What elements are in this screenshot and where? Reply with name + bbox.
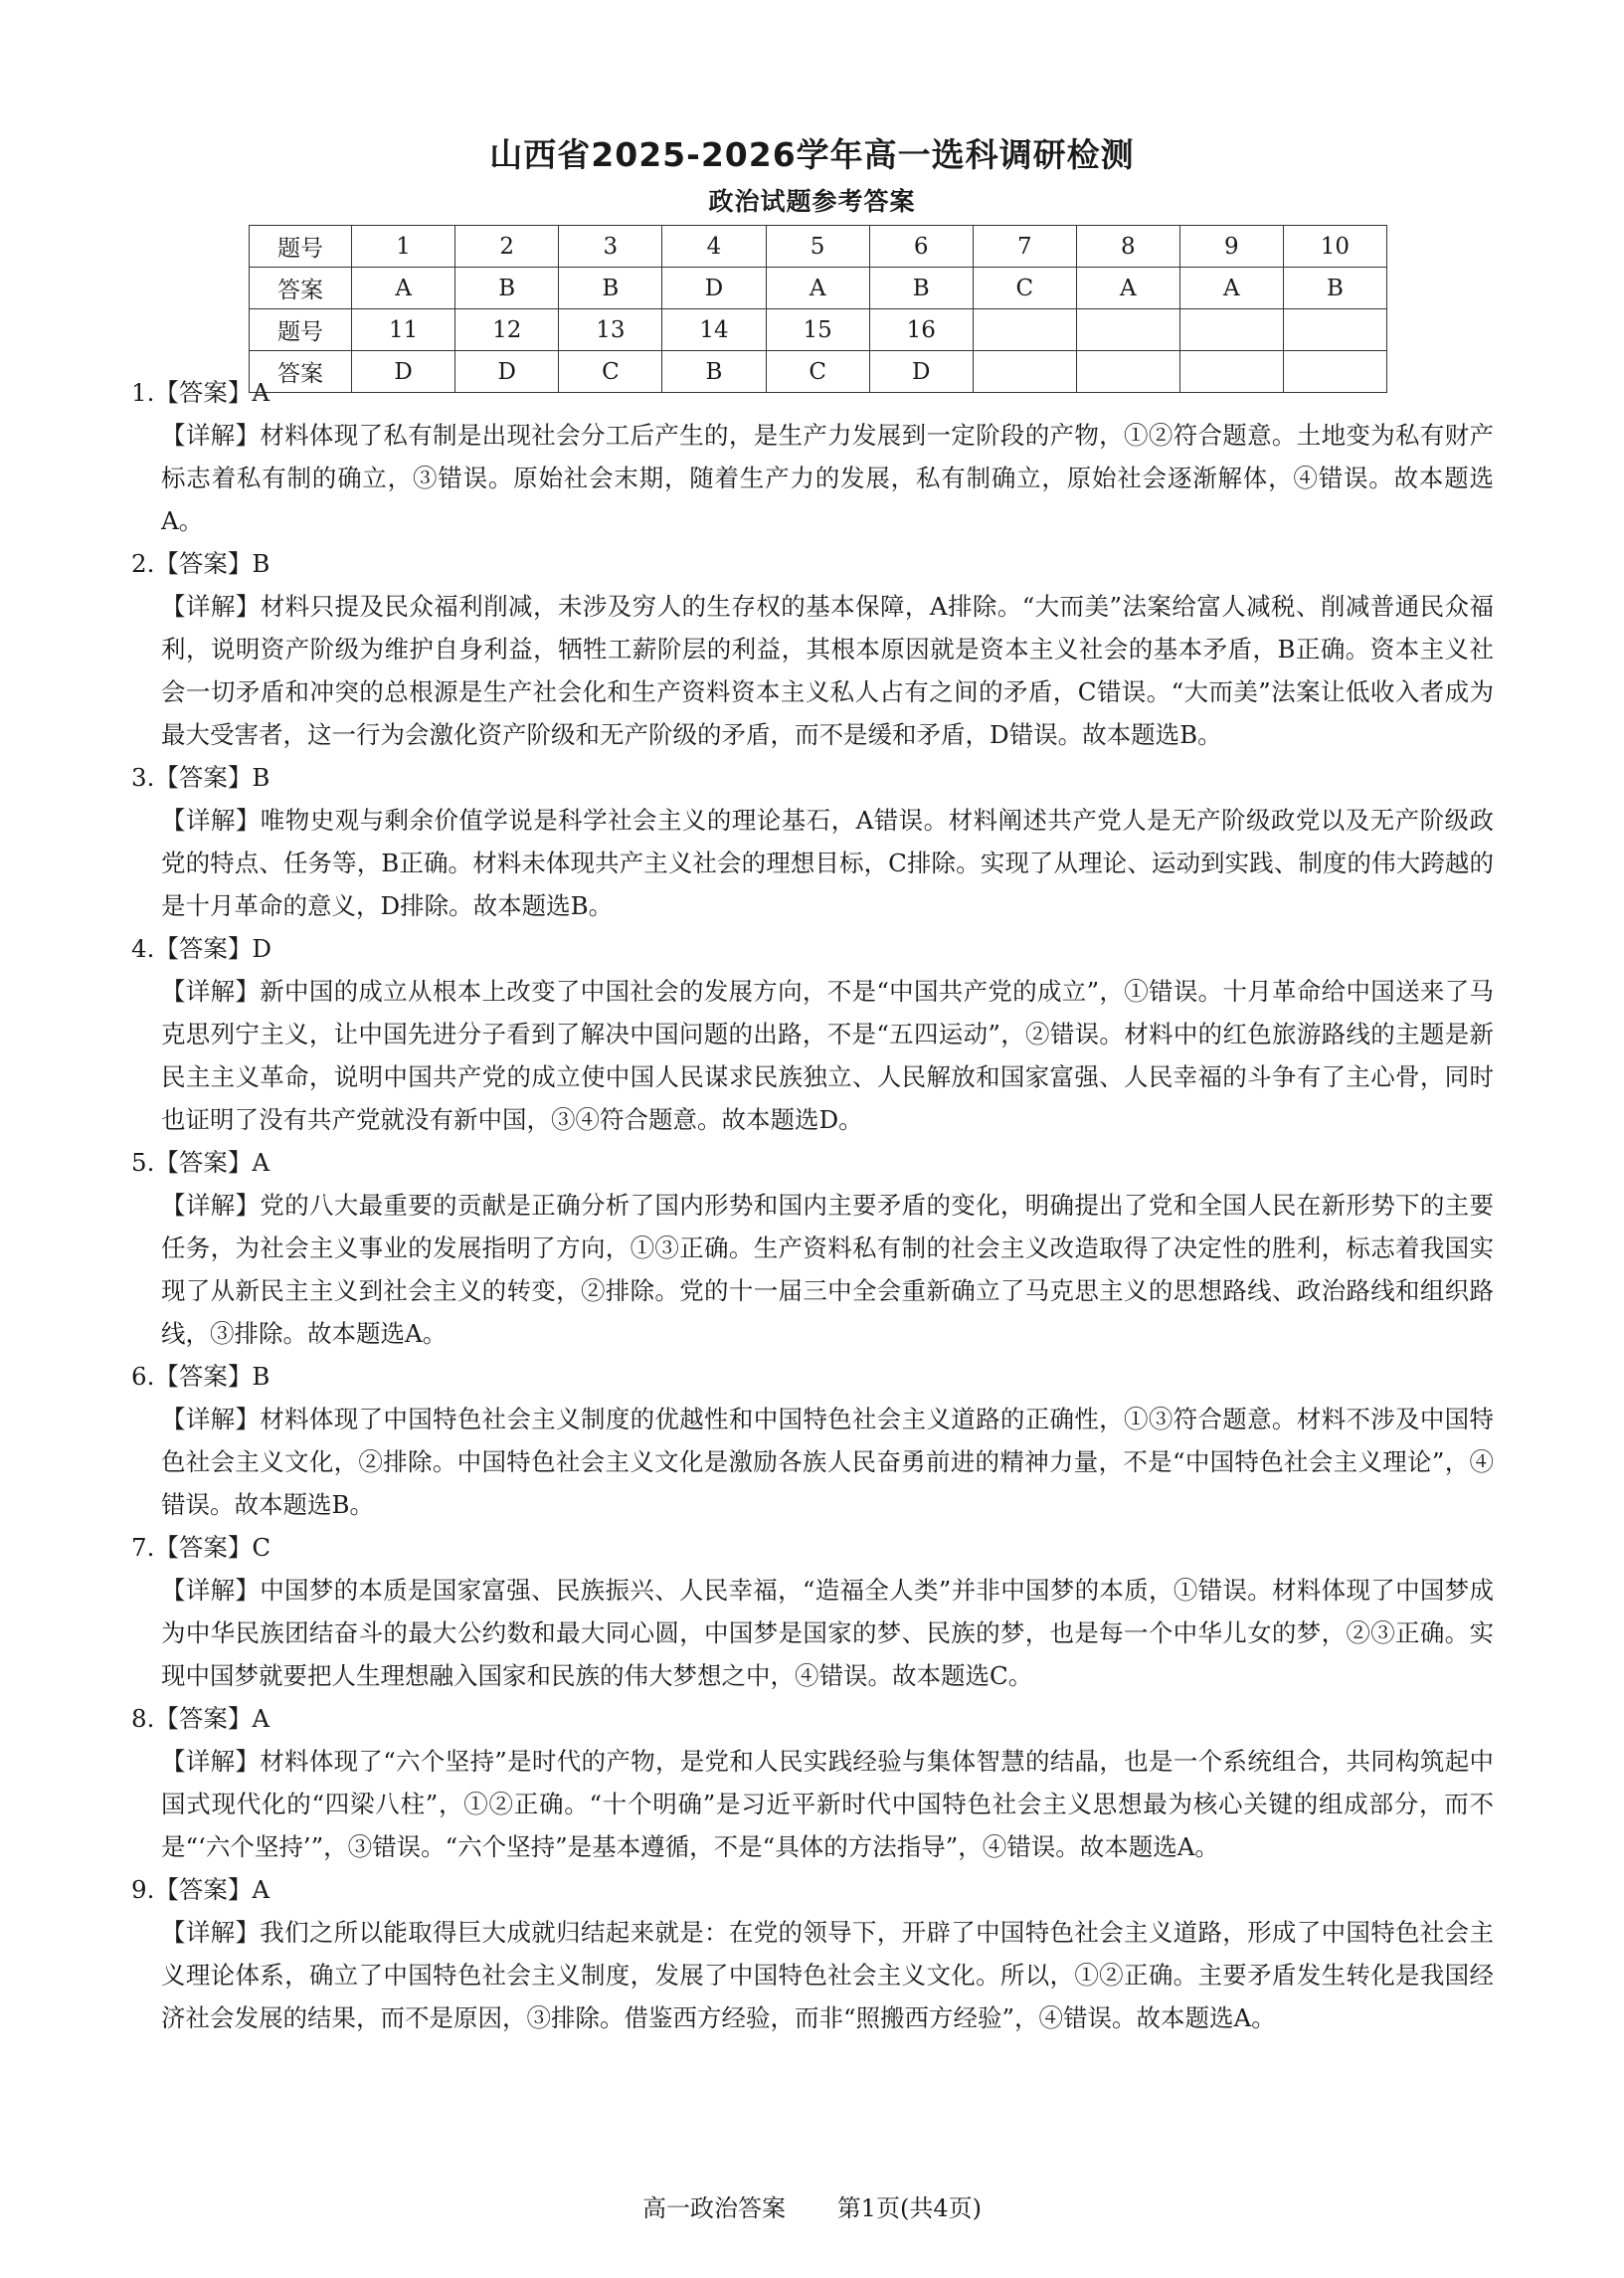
question-explanation: 【详解】材料体现了“六个坚持”是时代的产物，是党和人民实践经验与集体智慧的结晶，也是一个系统组合，共同构筑起中国式现代化的“四梁八柱”，①②正确。“十个明确”是习近平新时代中国特色社会主义思想最为核心关键的组成部分，而不是“‘六个坚持’”，③错误。“六个坚持”是基本遵循，不是“具体的方法指导”，④错误。故本题选A。 [161, 1747, 1494, 1861]
answer-table-cell: A [1076, 268, 1179, 309]
question-answer-heading: 4.【答案】D [131, 934, 272, 963]
answer-table-row-label: 题号 [250, 226, 352, 268]
question-explanation: 【详解】材料体现了中国特色社会主义制度的优越性和中国特色社会主义道路的正确性，①③符合题意。材料不涉及中国特色社会主义文化，②排除。中国特色社会主义文化是激励各族人民奋勇前进的精神力量，不是“中国特色社会主义理论”，④错误。故本题选B。 [161, 1405, 1494, 1519]
answer-table-cell: B [1283, 268, 1386, 309]
question-explanation: 【详解】新中国的成立从根本上改变了中国社会的发展方向，不是“中国共产党的成立”，①错误。十月革命给中国送来了马克思列宁主义，让中国先进分子看到了解决中国问题的出路，不是“五四运动”，②错误。材料中的红色旅游路线的主题是新民主主义革命，说明中国共产党的成立使中国人民谋求民族独立、人民解放和国家富强、人民幸福的斗争有了主心骨，同时也证明了没有共产党就没有新中国，③④符合题意。故本题选D。 [161, 977, 1494, 1134]
footer-page-number: 第1页(共4页) [836, 2194, 982, 2222]
page-footer [0, 2188, 1624, 2223]
question-item [131, 1697, 1494, 1868]
question-answer-heading: 3.【答案】B [131, 763, 271, 792]
answer-table-cell: D [352, 351, 455, 393]
answer-table-row [250, 309, 1387, 351]
answer-table-cell [973, 309, 1076, 351]
question-explanation: 【详解】材料只提及民众福利削减，未涉及穷人的生存权的基本保障，A排除。“大而美”法案给富人减税、削减普通民众福利，说明资产阶级为维护自身利益，牺牲工薪阶层的利益，其根本原因就是资本主义社会的基本矛盾，B正确。资本主义社会一切矛盾和冲突的总根源是生产社会化和生产资料资本主义私人占有之间的矛盾，C错误。“大而美”法案让低收入者成为最大受害者，这一行为会激化资产阶级和无产阶级的矛盾，而不是缓和矛盾，D错误。故本题选B。 [161, 592, 1494, 749]
question-item [131, 1355, 1494, 1526]
question-item [131, 371, 1494, 542]
question-answer-heading: 9.【答案】A [131, 1875, 271, 1904]
answer-table-cell: C [559, 351, 662, 393]
answer-table-row-label: 答案 [250, 351, 352, 393]
question-item [131, 927, 1494, 1141]
answer-table-cell: 7 [973, 226, 1076, 268]
answer-table-cell: C [973, 268, 1076, 309]
answer-table-cell: 1 [352, 226, 455, 268]
answer-table-cell: D [662, 268, 766, 309]
page-subtitle: 政治试题参考答案 [708, 187, 916, 216]
question-item [131, 1868, 1494, 2039]
question-explanation: 【详解】材料体现了私有制是出现社会分工后产生的，是生产力发展到一定阶段的产物，①②符合题意。土地变为私有财产标志着私有制的确立，③错误。原始社会末期，随着生产力的发展，私有制确立，原始社会逐渐解体，④错误。故本题选A。 [161, 421, 1494, 535]
answer-table-cell: 6 [869, 226, 973, 268]
question-item [131, 1141, 1494, 1355]
answer-table-cell: 10 [1283, 226, 1386, 268]
answer-table-cell: 4 [662, 226, 766, 268]
answer-table-cell [1179, 309, 1283, 351]
answer-table-cell: 2 [455, 226, 559, 268]
answer-table-cell: 5 [766, 226, 869, 268]
answer-table-cell: A [1179, 268, 1283, 309]
answer-table-cell: B [869, 268, 973, 309]
answer-table-cell: 13 [559, 309, 662, 351]
answer-table-row-label: 题号 [250, 309, 352, 351]
footer-course: 高一政治答案 [642, 2194, 787, 2222]
answer-table-row-label: 答案 [250, 268, 352, 309]
question-item [131, 542, 1494, 756]
answer-table-cell: D [455, 351, 559, 393]
answer-table-cell: D [869, 351, 973, 393]
answer-table-cell [1283, 309, 1386, 351]
question-explanation: 【详解】中国梦的本质是国家富强、民族振兴、人民幸福，“造福全人类”并非中国梦的本质，①错误。材料体现了中国梦成为中华民族团结奋斗的最大公约数和最大同心圆，中国梦是国家的梦、民族的梦，也是每一个中华儿女的梦，②③正确。实现中国梦就要把人生理想融入国家和民族的伟大梦想之中，④错误。故本题选C。 [161, 1576, 1494, 1690]
question-explanation: 【详解】唯物史观与剩余价值学说是科学社会主义的理论基石，A错误。材料阐述共产党人是无产阶级政党以及无产阶级政党的特点、任务等，B正确。材料未体现共产主义社会的理想目标，C排除。实现了从理论、运动到实践、制度的伟大跨越的是十月革命的意义，D排除。故本题选B。 [161, 806, 1494, 920]
question-item [131, 1526, 1494, 1697]
question-answer-heading: 5.【答案】A [131, 1148, 271, 1177]
answer-table-cell: B [455, 268, 559, 309]
answer-table-cell [1076, 309, 1179, 351]
answer-table-cell: A [352, 268, 455, 309]
answer-table-cell: 12 [455, 309, 559, 351]
page-title: 山西省2025-2026学年高一选科调研检测 [489, 135, 1135, 174]
question-answer-heading: 2.【答案】B [131, 549, 271, 578]
answer-table [249, 225, 1387, 393]
question-item [131, 756, 1494, 927]
question-answer-heading: 6.【答案】B [131, 1362, 271, 1391]
question-explanation: 【详解】党的八大最重要的贡献是正确分析了国内形势和国内主要矛盾的变化，明确提出了党和全国人民在新形势下的主要任务，为社会主义事业的发展指明了方向，①③正确。生产资料私有制的社会主义改造取得了决定性的胜利，标志着我国实现了从新民主主义到社会主义的转变，②排除。党的十一届三中全会重新确立了马克思主义的思想路线、政治路线和组织路线，③排除。故本题选A。 [161, 1191, 1494, 1348]
answer-table-cell: 14 [662, 309, 766, 351]
question-list [131, 371, 1494, 2039]
answer-table-cell: 16 [869, 309, 973, 351]
answer-table-cell: B [662, 351, 766, 393]
question-answer-heading: 8.【答案】A [131, 1704, 271, 1733]
answer-table-cell: B [559, 268, 662, 309]
answer-table-cell: C [766, 351, 869, 393]
answer-table-cell: 11 [352, 309, 455, 351]
answer-table-cell: A [766, 268, 869, 309]
answer-table-cell: 15 [766, 309, 869, 351]
answer-table-cell: 9 [1179, 226, 1283, 268]
question-answer-heading: 1.【答案】A [131, 378, 271, 407]
question-explanation: 【详解】我们之所以能取得巨大成就归结起来就是：在党的领导下，开辟了中国特色社会主义道路，形成了中国特色社会主义理论体系，确立了中国特色社会主义制度，发展了中国特色社会主义文化。所以，①②正确。主要矛盾发生转化是我国经济社会发展的结果，而不是原因，③排除。借鉴西方经验，而非“照搬西方经验”，④错误。故本题选A。 [161, 1918, 1494, 2032]
answer-table-row [250, 268, 1387, 309]
answer-table-cell: 8 [1076, 226, 1179, 268]
question-answer-heading: 7.【答案】C [131, 1533, 271, 1562]
answer-table-cell: 3 [559, 226, 662, 268]
answer-table-row [250, 226, 1387, 268]
